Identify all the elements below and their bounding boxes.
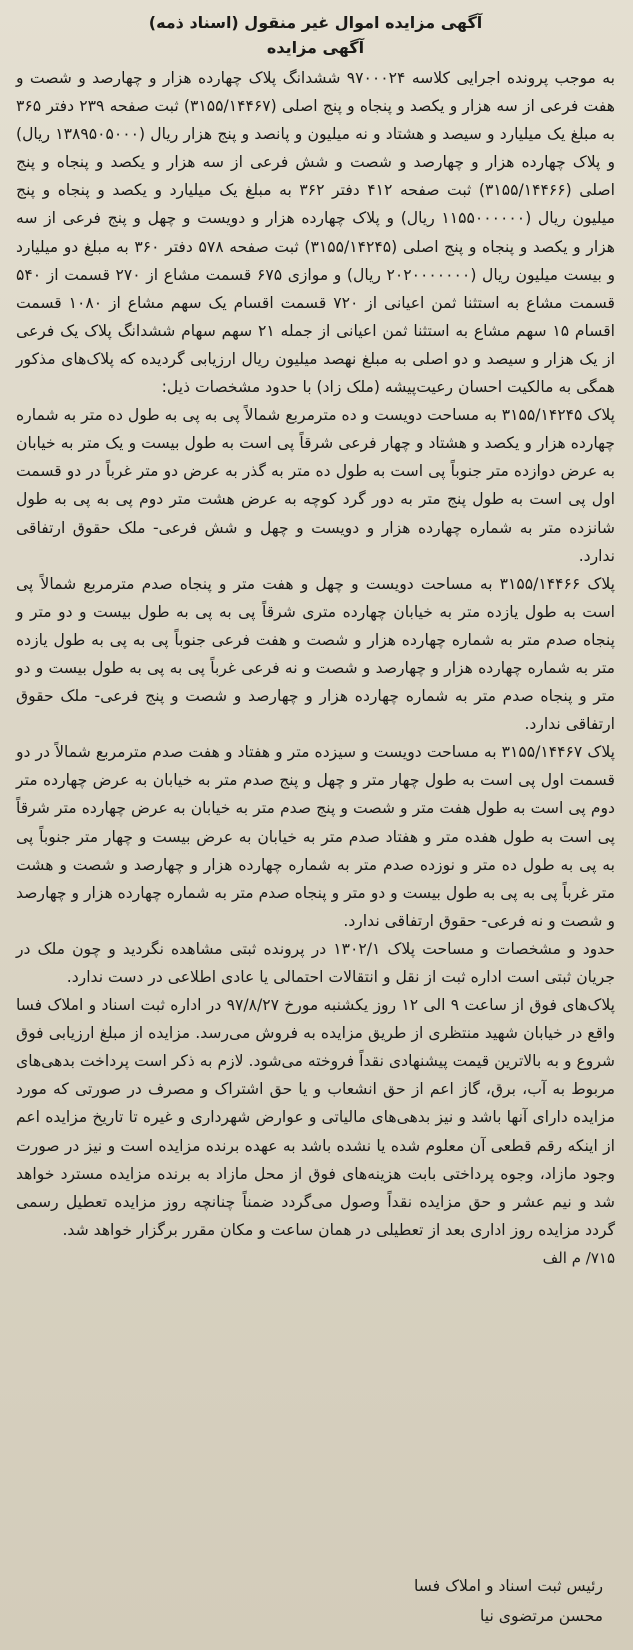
notice-title: آگهی مزایده اموال غیر منقول (اسناد ذمه): [148, 13, 483, 32]
signature-block: [414, 1571, 603, 1631]
paragraph-plot-14245: پلاک ۳۱۵۵/۱۴۲۴۵ به مساحت دویست و ده مترمربع شمالاً پی به پی به طول ده متر به شماره چهارده هزار و یکصد و هشتاد و چهار فرعی شرقاً پی است به طول بیست و یک متر به خیابان به عرض دوازده متر جنوباً پی است به طول ده متر به گذر به عرض دو متر غرباً در دو قسمت اول پی است به طول پنج متر به دور گرد کوچه به عرض هشت متر دوم پی به پی به طول شانزده متر به شماره چهارده هزار و دویست و چهل و شش فرعی- ملک حقوق ارتفاقی ندارد.: [16, 406, 615, 565]
paragraph-intro: به موجب پرونده اجرایی کلاسه ۹۷۰۰۰۲۴ ششدانگ پلاک چهارده هزار و چهارصد و شصت و هفت فرعی از سه هزار و یکصد و پنجاه و پنج اصلی (۳۱۵۵/۱۴۴۶۷) ثبت صفحه ۲۳۹ دفتر ۳۶۵ به مبلغ یک میلیارد و سیصد و هشتاد و نه میلیون و پانصد و پنج هزار ریال (۱۳۸۹۵۰۵۰۰۰ ریال) و پلاک چهارده هزار و چهارصد و شصت و شش فرعی از سه هزار و یکصد و پنجاه و پنج اصلی (۳۱۵۵/۱۴۴۶۶) ثبت صفحه ۴۱۲ دفتر ۳۶۲ به مبلغ یک میلیارد و یکصد و پنجاه و پنج میلیون ریال (۱۱۵۵۰۰۰۰۰۰ ریال) و پلاک چهارده هزار و دویست و چهل و پنج فرعی از سه هزار و یکصد و پنجاه و پنج اصلی (۳۱۵۵/۱۴۲۴۵) ثبت صفحه ۵۷۸ دفتر ۳۶۰ به مبلغ دو میلیارد و بیست میلیون ریال (۲۰۲۰۰۰۰۰۰۰ ریال) و موازی ۶۷۵ قسمت مشاع از ۲۷۰ قسمت از ۵۴۰ قسمت مشاع به استثنا ثمن اعیانی از ۷۲۰ قسمت اقسام یک سهم مشاع از ۱۰۸۰ قسمت اقسام ۱۵ سهم مشاع به استثنا ثمن اعیانی از جمله ۲۱ سهم سهام ششدانگ پلاک یک فرعی از یک هزار و سیصد و دو اصلی به مبلغ نهصد میلیون ریال ارزیابی گردیده که پلاک‌های مذکور همگی به مالکیت احسان رعیت‌پیشه (ملک زاد) با حدود مشخصات ذیل:: [16, 69, 616, 397]
notice-subtitle: آگهی مزایده: [266, 38, 365, 57]
signature-name: محسن مرتضوی نیا: [480, 1607, 603, 1625]
notice-body: [16, 64, 615, 1272]
reference-number: ۷۱۵/ م الف: [542, 1248, 615, 1267]
paragraph-plot-14466: پلاک ۳۱۵۵/۱۴۴۶۶ به مساحت دویست و چهل و هفت متر و پنجاه صدم مترمربع شمالاً پی است به طول یازده متر به خیابان چهارده متری شرقاً پی به پی به طول بیست و دو متر و پنجاه صدم متر به شماره چهارده هزار و شصت و هفت فرعی جنوباً پی به پی به طول یازده متر به شماره چهارده هزار و چهارصد و شصت و نه فرعی غرباً پی به پی به طول بیست و دو متر و پنجاه صدم متر به شماره چهارده هزار و چهارصد و شصت و پنج فرعی- ملک حقوق ارتفاقی ندارد.: [16, 574, 615, 734]
signature-role: رئیس ثبت اسناد و املاک فسا: [414, 1577, 603, 1595]
paragraph-plot-14467: پلاک ۳۱۵۵/۱۴۴۶۷ به مساحت دویست و سیزده متر و هفتاد و هفت صدم مترمربع شمالاً در دو قسمت اول پی است به طول چهار متر و چهل و پنج صدم متر به خیابان به عرض چهارده متر دوم پی است به طول هفت متر و شصت و پنج صدم متر به خیابان به عرض چهارده متر شرقاً پی است به طول هفده متر و هفتاد صدم متر به خیابان به عرض بیست و چهار متر جنوباً پی به پی به طول ده متر و نوزده صدم متر به شماره چهارده هزار و چهارصد و شصت و هشت متر غرباً پی به پی به طول بیست و دو متر و پنجاه صدم متر به شماره چهارده هزار و چهارصد و شصت و نه فرعی- حقوق ارتفاقی ندارد.: [16, 743, 615, 930]
paragraph-auction-terms: پلاک‌های فوق از ساعت ۹ الی ۱۲ روز یکشنبه مورخ ۹۷/۸/۲۷ در اداره ثبت اسناد و املاک فسا واقع در خیابان شهید منتظری از طریق مزایده به فروش می‌رسد. مزایده از مبلغ ارزیابی فوق شروع و به بالاترین قیمت پیشنهادی نقداً فروخته می‌شود. لازم به ذکر است پرداخت بدهی‌های مربوط به آب، برق، گاز اعم از حق انشعاب و یا حق اشتراک و مصرف در صورتی که مورد مزایده دارای آنها باشد و نیز بدهی‌های مالیاتی و عوارض شهرداری و غیره تا تاریخ مزایده اعم از اینکه رقم قطعی آن معلوم شده یا نشده باشد به عهده برنده مزایده است و نیز در صورت وجود مازاد، وجوه پرداختی بابت هزینه‌های فوق از محل مازاد به برنده مزایده مسترد خواهد شد و نیم عشر و حق مزایده نقداً وصول می‌گردد ضمناً چنانچه روز مزایده تعطیل رسمی گردد مزایده روز اداری بعد از تعطیلی در همان ساعت و مکان مقرر برگزار خواهد شد.: [16, 996, 616, 1239]
paragraph-plot-1302: حدود و مشخصات و مساحت پلاک ۱۳۰۲/۱ در پرونده ثبتی مشاهده نگردید و چون ملک در جریان ثبتی است اداره ثبت از نقل و انتقالات احتمالی یا عادی اطلاعی در دست ندارد.: [16, 939, 616, 986]
